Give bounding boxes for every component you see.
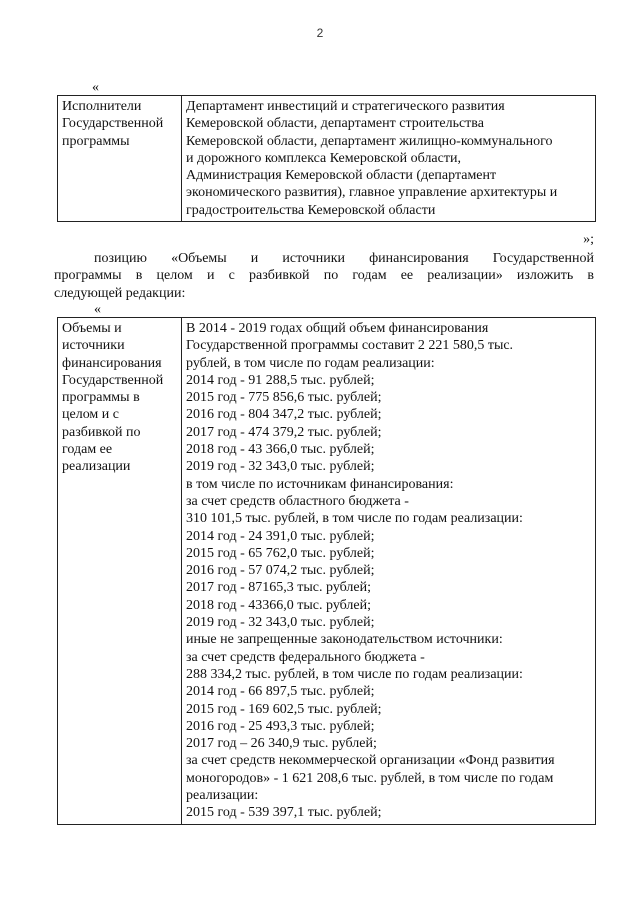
- executors-value-cell: [182, 96, 596, 222]
- financing-line: 2015 год - 65 762,0 тыс. рублей;: [186, 545, 375, 561]
- financing-label-cell: [58, 318, 182, 825]
- executors-value-line: Кемеровской области, департамент жилищно-коммунального: [186, 133, 553, 149]
- page-number: 2: [316, 26, 324, 40]
- financing-line: 2015 год - 169 602,5 тыс. рублей;: [186, 701, 382, 717]
- instruction-line-1: позицию «Объемы и источники финансирования Государственной: [94, 251, 594, 266]
- executors-label-line: программы: [62, 133, 130, 149]
- executors-value-line: Департамент инвестиций и стратегического развития: [186, 99, 505, 114]
- financing-line: 2015 год - 775 856,6 тыс. рублей;: [186, 390, 382, 406]
- financing-line: 2016 год - 804 347,2 тыс. рублей;: [186, 407, 382, 423]
- financing-line: за счет средств федерального бюджета -: [186, 649, 425, 665]
- financing-line: 2018 год - 43 366,0 тыс. рублей;: [186, 442, 375, 458]
- executors-value-line: Кемеровской области, департамент строительства: [186, 116, 484, 132]
- financing-line: моногородов» - 1 621 208,6 тыс. рублей, в том числе по годам: [186, 770, 554, 786]
- financing-line: 310 101,5 тыс. рублей, в том числе по годам реализации:: [186, 511, 523, 527]
- financing-table: [57, 317, 596, 825]
- financing-line: 2016 год - 25 493,3 тыс. рублей;: [186, 718, 375, 734]
- executors-value-line: экономического развития), главное управление архитектуры и: [186, 185, 558, 201]
- financing-line: 2014 год - 91 288,5 тыс. рублей;: [186, 372, 375, 388]
- financing-line: 2015 год - 539 397,1 тыс. рублей;: [186, 805, 382, 821]
- executors-label-cell: [58, 96, 182, 222]
- financing-line: иные не запрещенные законодательством источники:: [186, 632, 503, 648]
- financing-label-line: реализации: [62, 459, 131, 475]
- financing-line: в том числе по источникам финансирования:: [186, 476, 454, 492]
- financing-line: 288 334,2 тыс. рублей, в том числе по годам реализации:: [186, 666, 523, 682]
- financing-line: 2019 год - 32 343,0 тыс. рублей;: [186, 459, 375, 475]
- financing-label-line: годам ее: [62, 442, 113, 458]
- instruction-line-2: программы в целом и с разбивкой по годам ее реализации» изложить в: [54, 268, 594, 284]
- financing-line: за счет средств областного бюджета -: [186, 493, 409, 509]
- instruction-paragraph: [54, 250, 594, 302]
- executors-value-line: градостроительства Кемеровской области: [186, 202, 436, 218]
- financing-line: 2017 год - 87165,3 тыс. рублей;: [186, 580, 372, 596]
- executors-label-line: Исполнители: [62, 99, 142, 114]
- financing-label-line: программы в: [62, 390, 140, 406]
- financing-label-line: источники: [62, 338, 125, 354]
- financing-line: 2018 год - 43366,0 тыс. рублей;: [186, 597, 372, 613]
- financing-line: 2014 год - 24 391,0 тыс. рублей;: [186, 528, 375, 544]
- financing-line: 2017 год – 26 340,9 тыс. рублей;: [186, 736, 377, 752]
- financing-label-line: Государственной: [62, 372, 164, 388]
- financing-line: рублей, в том числе по годам реализации:: [186, 355, 435, 371]
- instruction-line-3: следующей редакции:: [54, 285, 186, 301]
- executors-value-line: Администрация Кемеровской области (департамент: [186, 168, 497, 184]
- financing-label-line: Объемы и: [62, 321, 122, 336]
- open-quote-1: «: [92, 80, 99, 95]
- executors-table: [57, 95, 596, 222]
- financing-label-line: целом и с: [62, 407, 119, 423]
- financing-line: 2016 год - 57 074,2 тыс. рублей;: [186, 563, 375, 579]
- financing-line: В 2014 - 2019 годах общий объем финансирования: [186, 321, 489, 336]
- financing-line: 2017 год - 474 379,2 тыс. рублей;: [186, 424, 382, 440]
- financing-line: 2019 год - 32 343,0 тыс. рублей;: [186, 615, 375, 631]
- financing-line: 2014 год - 66 897,5 тыс. рублей;: [186, 684, 375, 700]
- open-quote-2: «: [94, 302, 101, 317]
- executors-label-line: Государственной: [62, 116, 164, 132]
- financing-line: за счет средств некоммерческой организации «Фонд развития: [186, 753, 555, 769]
- financing-label-line: финансирования: [62, 355, 162, 371]
- executors-value-line: и дорожного комплекса Кемеровской области,: [186, 150, 461, 166]
- financing-line: Государственной программы составит 2 221 580,5 тыс.: [186, 338, 514, 354]
- financing-line: реализации:: [186, 788, 259, 804]
- financing-value-cell: [182, 318, 596, 825]
- close-quote: »;: [583, 232, 594, 247]
- financing-label-line: разбивкой по: [62, 424, 141, 440]
